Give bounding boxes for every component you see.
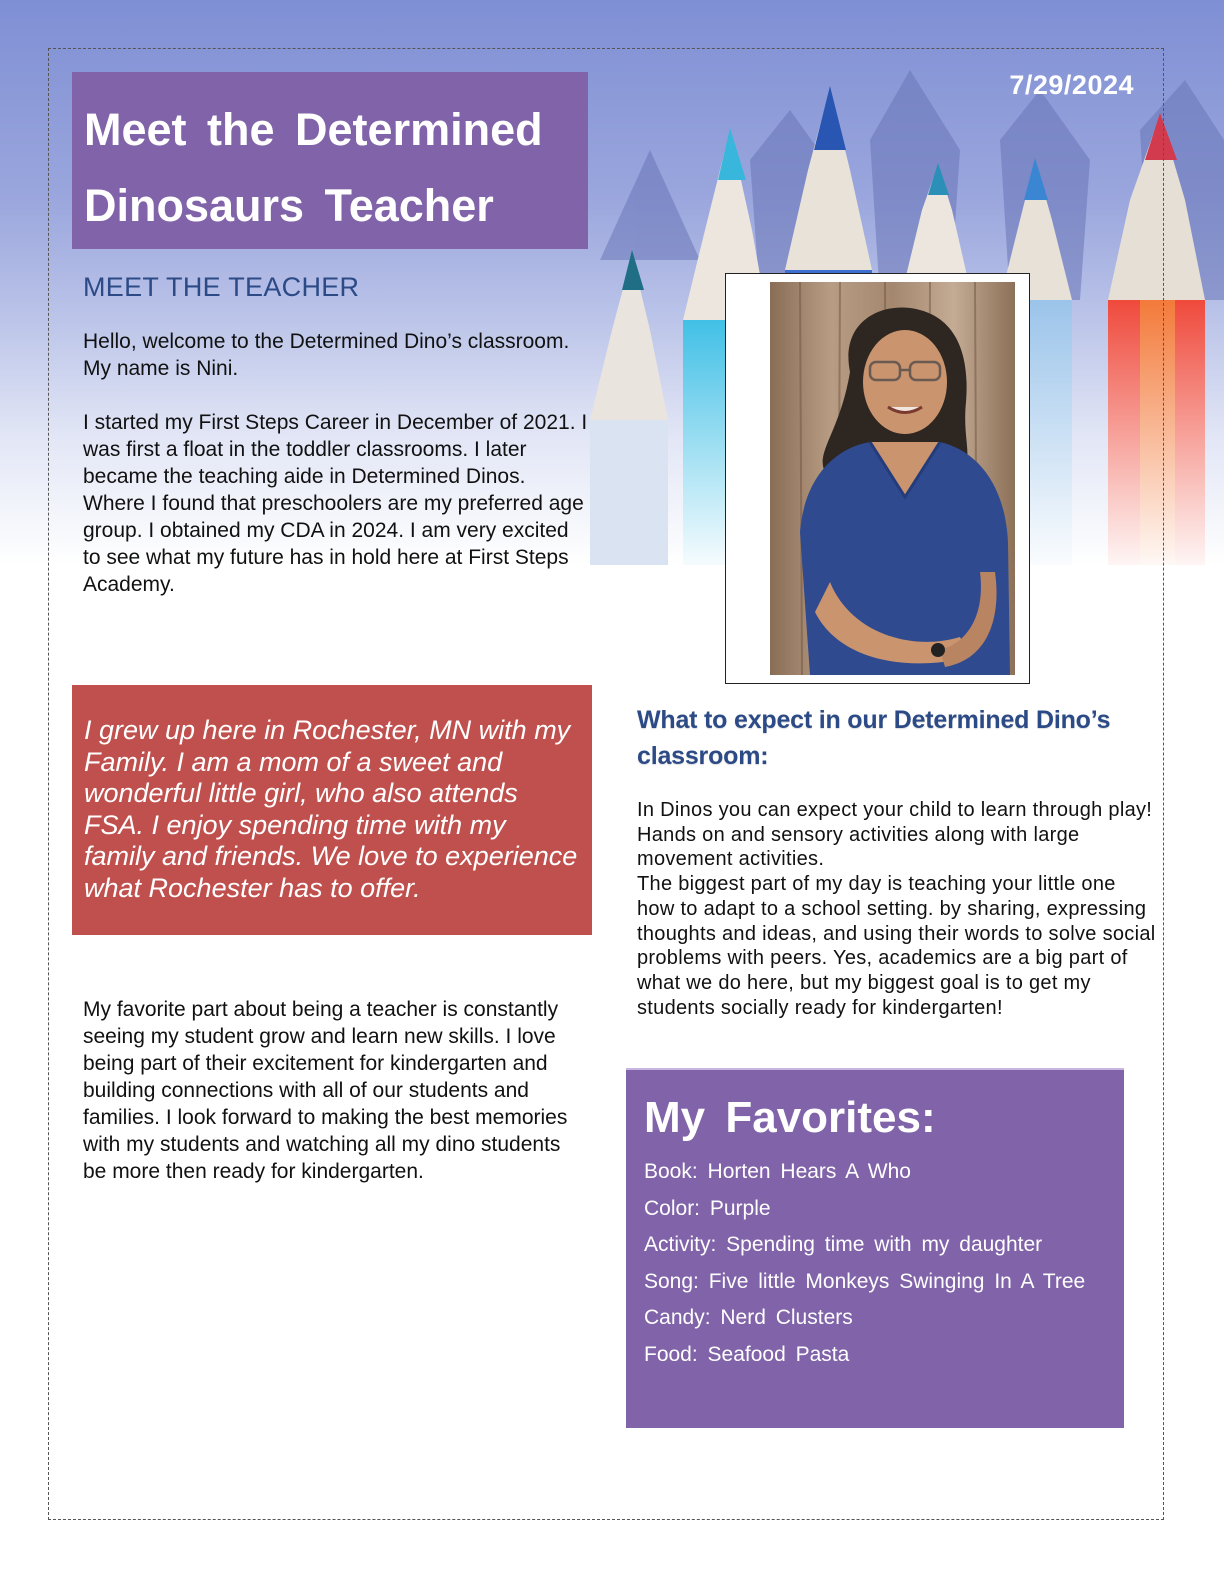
- favorite-color: Color: Purple: [644, 1196, 771, 1220]
- my-favorites-box: [626, 1068, 1124, 1428]
- teacher-portrait-image: [770, 282, 1015, 675]
- teacher-photo: [770, 282, 1015, 675]
- favorite-part-paragraph: My favorite part about being a teacher is constantly seeing my student grow and learn new skills. I love being part of their excitement for kindergarten and building connections with all of our students and families. I look forward to making the best memories with my students and watching all my dino students be more then ready for kindergarten.: [83, 998, 568, 1183]
- date-label: 7/29/2024: [1009, 70, 1134, 100]
- favorite-song: Song: Five little Monkeys Swinging In A Tree: [644, 1269, 1086, 1293]
- title-banner: [72, 72, 588, 249]
- teacher-photo-frame: [725, 273, 1030, 684]
- expect-paragraph-1: In Dinos you can expect your child to learn through play! Hands on and sensory activities along with large movement activities.: [637, 799, 1153, 871]
- intro-text: [83, 328, 588, 625]
- title-line-2: Dinosaurs Teacher: [84, 180, 494, 231]
- favorite-food: Food: Seafood Pasta: [644, 1342, 850, 1366]
- title-line-1: Meet the Determined: [84, 104, 543, 155]
- what-to-expect-heading: What to expect in our Determined Dino’s classroom:: [637, 706, 1111, 770]
- favorite-book: Book: Horten Hears A Who: [644, 1160, 911, 1183]
- intro-paragraph-2: I started my First Steps Career in December of 2021. I was first a float in the toddler classrooms. I later became the teaching aide in Determined Dinos. Where I found that preschoolers are my preferred age group. I obtained my CDA in 2024. I am very excited to see what my future has in hold here at First Steps Academy.: [83, 411, 588, 596]
- page-title: [84, 92, 576, 244]
- favorites-list: [644, 1154, 1106, 1373]
- favorite-part-text: [83, 996, 588, 1185]
- personal-quote-text: I grew up here in Rochester, MN with my Family. I am a mom of a sweet and wonderful little girl, who also attends FSA. I enjoy spending time with my family and friends. We love to experience what Rochester has to offer.: [84, 715, 578, 903]
- favorite-activity: Activity: Spending time with my daughter: [644, 1233, 1043, 1256]
- expect-paragraph-2: The biggest part of my day is teaching your little one how to adapt to a school setting. by sharing, expressing thoughts and ideas, and using their words to solve social problems with peers. Yes, academics are a big part of what we do here, but my biggest goal is to get my students socially ready for kindergarten!: [637, 873, 1156, 1019]
- personal-quote-box: [72, 685, 592, 935]
- my-favorites-heading: My Favorites:: [644, 1093, 936, 1142]
- favorite-candy: Candy: Nerd Clusters: [644, 1306, 853, 1329]
- intro-paragraph-1: Hello, welcome to the Determined Dino’s classroom. My name is Nini.: [83, 330, 570, 380]
- what-to-expect-text: [637, 798, 1157, 1020]
- meet-the-teacher-heading: MEET THE TEACHER: [83, 272, 360, 302]
